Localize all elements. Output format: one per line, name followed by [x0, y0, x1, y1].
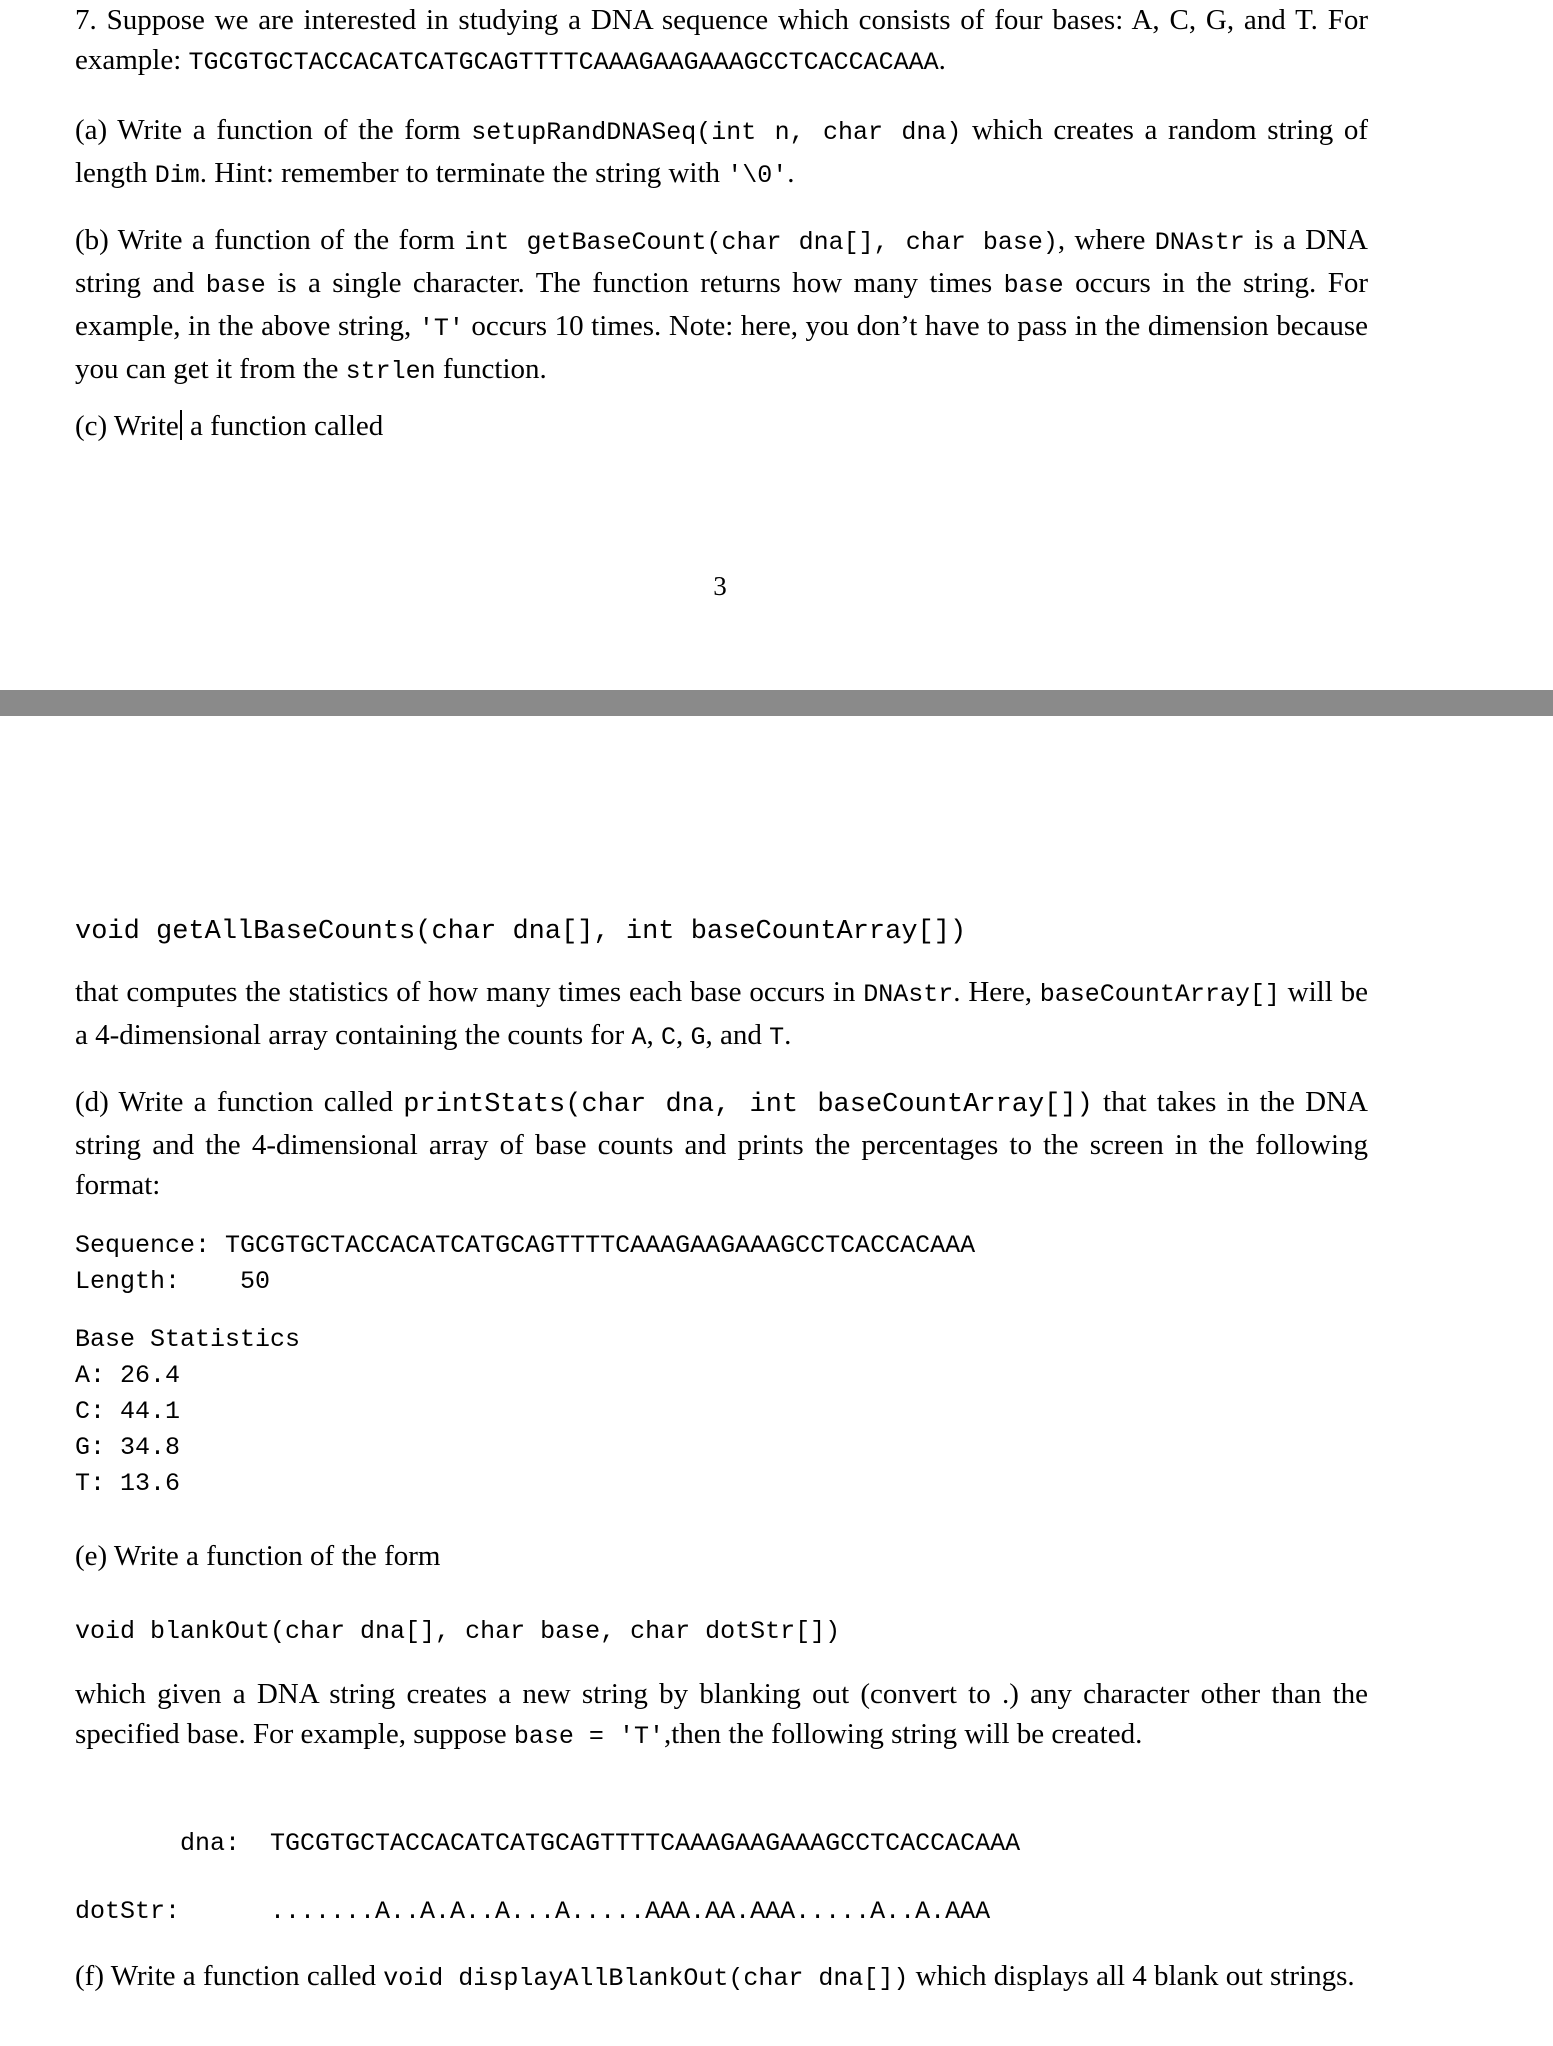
code-base: base [205, 271, 266, 300]
code-dnastr: DNAstr [863, 980, 954, 1009]
code-base-equals-t: base = 'T' [513, 1722, 664, 1751]
example-dna-sequence: TGCGTGCTACCACATCATGCAGTTTTCAAAGAAGAAAGCCTCACCACAAA [188, 48, 939, 77]
part-f: (f) Write a function called void displayAllBlankOut(char dna[]) which displays all 4 blank out strings. [75, 1960, 1355, 1993]
page-4 [0, 716, 1553, 2046]
part-b: (b) Write a function of the form int getBaseCount(char dna[], char base), where DNAstr is a DNA string and base is a single character. The function returns how many times base occurs in the string. For example, in the above string, 'T' occurs 10 times. Note: here, you don’t have to pass in the dimension because you can get it from the strlen function. [75, 224, 1368, 386]
code-base: base [1003, 271, 1064, 300]
code-null-terminator: '\0' [727, 161, 788, 190]
code-char-t: 'T' [418, 314, 464, 343]
stat-a: A: 26.4 [75, 1361, 181, 1390]
dotstr-example-line: dotStr: .......A..A.A..A...A.....AAA.AA.AAA.....A..A.AAA [75, 1897, 991, 1926]
part-c-heading[interactable]: (c) Write a function called [75, 410, 384, 442]
question-7-intro: 7. Suppose we are interested in studying a DNA sequence which consists of four bases: A, C, G, and T. For example: TGCGTGCTACCACATCATGCAGTTTTCAAAGAAGAAAGCCTCACCACAAA. [75, 4, 1368, 77]
stat-g: G: 34.8 [75, 1433, 181, 1462]
code-setup-rand-dna-seq: setupRandDNASeq(int n, char dna) [471, 118, 962, 147]
page-number: 3 [713, 571, 727, 601]
sequence-line: Sequence: TGCGTGCTACCACATCATGCAGTTTTCAAAGAAGAAAGCCTCACCACAAA [75, 1231, 976, 1260]
part-e-description: which given a DNA string creates a new string by blanking out (convert to .) any character other than the specified base. For example, suppose base = 'T',then the following string will be created. [75, 1678, 1368, 1751]
code-display-all-blank-out: void displayAllBlankOut(char dna[]) [383, 1964, 909, 1993]
stat-t: T: 13.6 [75, 1469, 181, 1498]
page-3 [0, 0, 1553, 690]
code-dim: Dim [154, 161, 200, 190]
code-get-base-count: int getBaseCount(char dna[], char base) [464, 228, 1058, 257]
code-dnastr: DNAstr [1154, 228, 1245, 257]
part-d: (d) Write a function called printStats(char dna, int baseCountArray[]) that takes in the DNA string and the 4-dimensional array of base counts and prints the percentages to the screen in the following format: [75, 1086, 1368, 1201]
length-line: Length: 50 [75, 1267, 271, 1296]
stat-c: C: 44.1 [75, 1397, 181, 1426]
code-print-stats: printStats(char dna, int baseCountArray[]) [403, 1090, 1093, 1120]
sample-output [75, 1228, 1368, 1502]
signature-get-all-base-counts: void getAllBaseCounts(char dna[], int baseCountArray[]) [75, 917, 967, 947]
part-e-intro: (e) Write a function of the form [75, 1540, 441, 1572]
part-c-description: that computes the statistics of how many times each base occurs in DNAstr. Here, baseCountArray[] will be a 4-dimensional array containing the counts for A, C, G, and T. [75, 976, 1369, 1052]
code-strlen: strlen [345, 357, 436, 386]
code-base-count-array: baseCountArray[] [1039, 980, 1280, 1009]
part-a: (a) Write a function of the form setupRandDNASeq(int n, char dna) which creates a random string of length Dim. Hint: remember to terminate the string with '\0'. [75, 114, 1369, 190]
page-separator [0, 690, 1553, 716]
base-statistics-title: Base Statistics [75, 1325, 301, 1354]
signature-blank-out: void blankOut(char dna[], char base, char dotStr[]) [75, 1617, 841, 1646]
dna-example-line: dna: TGCGTGCTACCACATCATGCAGTTTTCAAAGAAGAAAGCCTCACCACAAA [179, 1829, 1021, 1858]
text-cursor [180, 410, 182, 440]
